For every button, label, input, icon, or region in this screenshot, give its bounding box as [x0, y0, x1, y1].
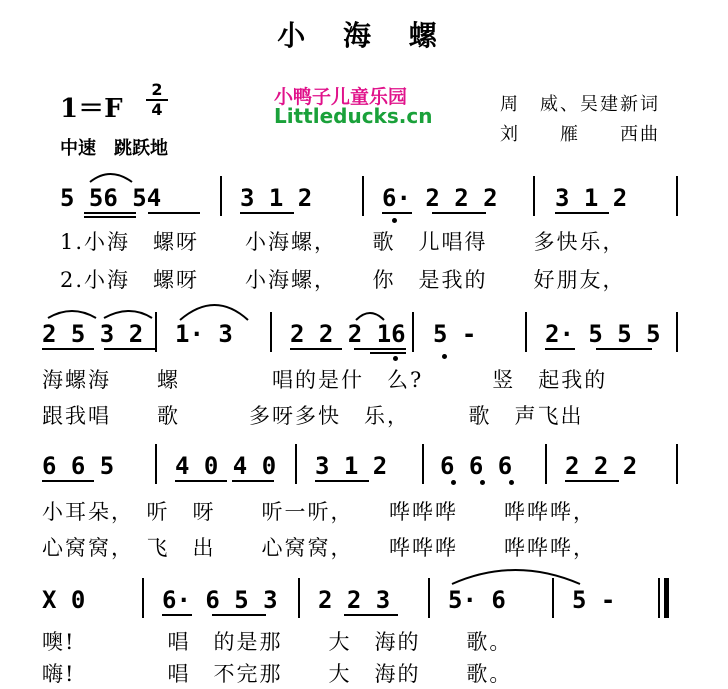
- slur: [48, 311, 96, 318]
- composer-credit: 刘 雁 西曲: [500, 124, 660, 145]
- key-signature: 1＝F: [60, 94, 123, 124]
- lyrics-row-4-verse-2: 嗨! 唱 不完那 大 海的 歌。: [42, 662, 513, 686]
- measure-4-4: 5· 6: [448, 586, 506, 614]
- measure-2-2: 1· 3: [175, 320, 233, 348]
- measure-1-2: 3 1 2: [240, 184, 313, 212]
- time-signature-bottom: 4: [151, 100, 163, 119]
- measure-3-2: 4 0 4 0: [175, 452, 277, 480]
- lyrics-row-2-verse-1: 海螺海 螺 唱的是什 么? 竖 起我的: [42, 368, 608, 392]
- lyrics-row-2-verse-2: 跟我唱 歌 多呀多快 乐， 歌 声飞出: [42, 404, 584, 428]
- lyrics-row-3-verse-1: 小耳朵， 听 呀 听一听， 哗哗哗 哗哗哗，: [42, 500, 596, 524]
- measure-1-4: 3 1 2: [555, 184, 628, 212]
- measure-2-5: 2· 5 5 5: [545, 320, 661, 348]
- measure-3-4: 6 6 6: [440, 452, 513, 480]
- lyrics-row-3-verse-2: 心窝窝， 飞 出 心窝窝， 哗哗哗 哗哗哗，: [42, 536, 596, 560]
- measure-4-1: X 0: [42, 586, 86, 614]
- lyricist-credit: 周 威、吴建新词: [500, 94, 660, 115]
- measure-4-2: 6· 6 5 3: [162, 586, 278, 614]
- measure-3-5: 2 2 2: [565, 452, 638, 480]
- tie: [180, 305, 248, 320]
- tempo-marking: 中速 跳跃地: [60, 138, 168, 159]
- tie: [452, 570, 580, 584]
- song-title: 小 海 螺: [277, 19, 451, 52]
- watermark-logo-text: 小鸭子儿童乐园: [274, 86, 408, 108]
- lyrics-row-1-verse-1: 1.小海 螺呀 小海螺， 歌 儿唱得 多快乐，: [60, 230, 626, 254]
- slur: [356, 313, 384, 320]
- measure-1-3: 6· 2 2 2: [382, 184, 498, 212]
- measure-4-3: 2 2 3: [318, 586, 391, 614]
- measure-3-1: 6 6 5: [42, 452, 115, 480]
- lyrics-row-1-verse-2: 2.小海 螺呀 小海螺， 你 是我的 好朋友，: [60, 268, 626, 292]
- measure-4-5: 5 -: [572, 586, 616, 614]
- measure-3-3: 3 1 2: [315, 452, 388, 480]
- time-signature-top: 2: [151, 80, 163, 99]
- measure-2-3: 2 2 2 16: [290, 320, 406, 348]
- lyrics-row-4-verse-1: 噢! 唱 的是那 大 海的 歌。: [42, 630, 513, 654]
- watermark-url: Littleducks.cn: [274, 104, 433, 128]
- slur: [90, 174, 132, 182]
- measure-1-1: 5 56 54: [60, 184, 162, 212]
- measure-2-1: 2 5 3 2: [42, 320, 144, 348]
- slur: [104, 311, 152, 318]
- measure-2-4: 5 -: [433, 320, 477, 348]
